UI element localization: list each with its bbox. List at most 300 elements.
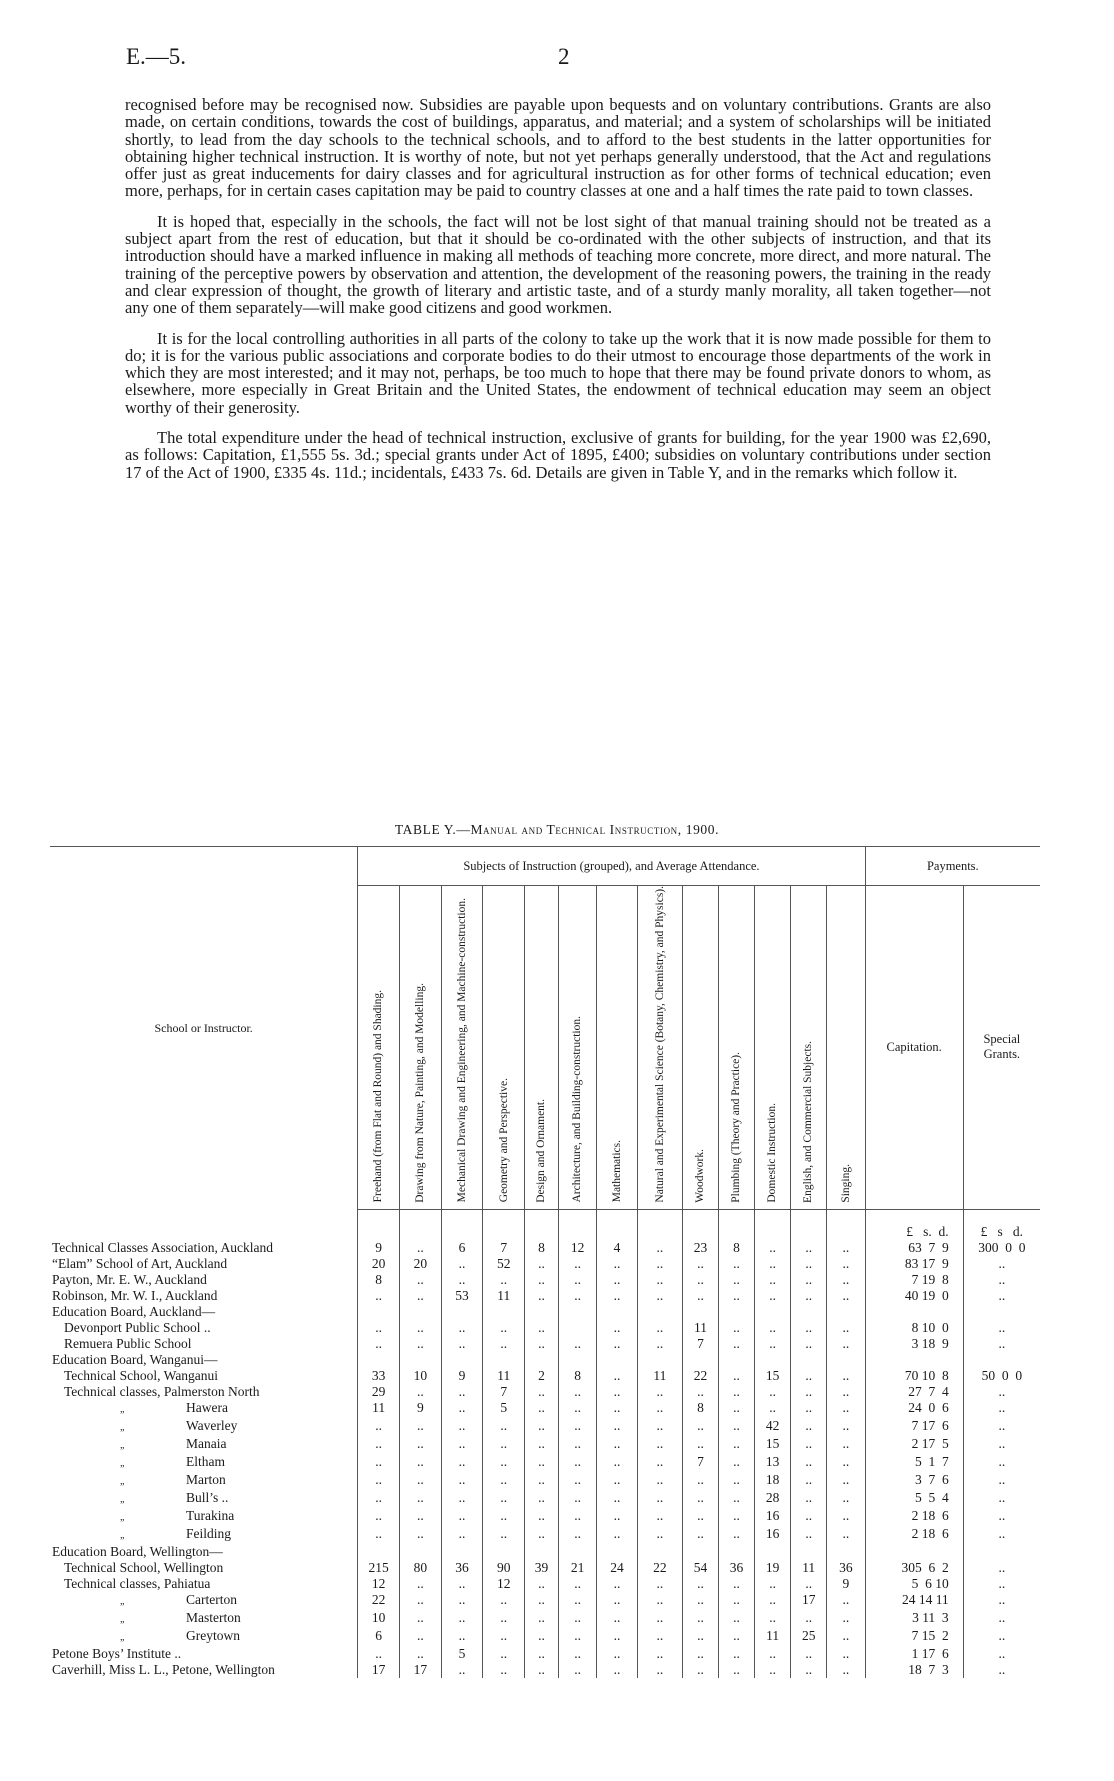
table-cell: ..	[637, 1240, 682, 1256]
special-grant-value: 300 0 0	[963, 1240, 1040, 1256]
table-cell: ..	[719, 1646, 755, 1662]
row-name	[50, 1508, 358, 1526]
table-cell	[637, 1304, 682, 1320]
table-cell: ..	[637, 1336, 682, 1352]
table-cell	[719, 1209, 755, 1240]
table-row	[50, 1256, 1040, 1272]
table-cell: ..	[441, 1454, 483, 1472]
table-cell: ..	[827, 1628, 865, 1646]
table-caption	[0, 822, 1114, 838]
table-cell: ..	[682, 1490, 718, 1508]
table-cell: 7	[483, 1384, 525, 1400]
table-cell: ..	[483, 1662, 525, 1678]
table-cell: ..	[558, 1400, 596, 1418]
table-cell: 9	[827, 1576, 865, 1592]
table-cell: 6	[358, 1628, 400, 1646]
table-cell: 4	[597, 1240, 638, 1256]
table-cell: ..	[597, 1526, 638, 1544]
table-cell: 28	[755, 1490, 791, 1508]
table-cell	[441, 1352, 483, 1368]
table-cell: ..	[682, 1610, 718, 1628]
row-name-label: Masterton	[186, 1609, 241, 1625]
table-cell: ..	[558, 1256, 596, 1272]
table-cell: 215	[358, 1560, 400, 1576]
table-cell: ..	[597, 1368, 638, 1384]
subject-header	[441, 886, 483, 1210]
table-row	[50, 1560, 1040, 1576]
table-cell: ..	[483, 1472, 525, 1490]
subject-header	[791, 886, 827, 1210]
row-name-label: Greytown	[186, 1627, 240, 1643]
table-cell: ..	[525, 1508, 559, 1526]
table-cell: 39	[525, 1560, 559, 1576]
table-cell	[791, 1544, 827, 1560]
paragraph: It is for the local controlling authorities in all parts of the colony to take up the work that it is now made possible for them to do; it is for the various public associations and corporate bodies to do their utmost to encourage those departments of the work in which they are most interested; and it may not, perhaps, be too much to hope that there may be found private donors to whom, as elsewhere, more especially in Great Britain and the United States, the endowment of technical education may seem an object worthy of their generosity.	[125, 328, 991, 417]
table-cell: ..	[558, 1526, 596, 1544]
subject-header-label: Singing.	[839, 1163, 852, 1203]
table-cell: ..	[791, 1240, 827, 1256]
capitation-value: 27 7 4	[865, 1384, 963, 1400]
table-cell	[400, 1352, 442, 1368]
row-name	[50, 1526, 358, 1544]
table-cell: 17	[791, 1592, 827, 1610]
table-cell: 18	[755, 1472, 791, 1490]
table-cell: ..	[682, 1472, 718, 1490]
special-grant-value: ..	[963, 1436, 1040, 1454]
table-cell: ..	[637, 1400, 682, 1418]
table-cell: ..	[791, 1472, 827, 1490]
table-cell: ..	[558, 1646, 596, 1662]
table-cell: ..	[483, 1526, 525, 1544]
table-cell: ..	[791, 1610, 827, 1628]
special-grant-value: ..	[963, 1490, 1040, 1508]
body-text	[125, 96, 991, 494]
table-row	[50, 1400, 1040, 1418]
row-name-label: Manaia	[186, 1435, 227, 1451]
table-cell: ..	[791, 1256, 827, 1272]
row-name	[50, 1576, 358, 1592]
table-cell: ..	[358, 1336, 400, 1352]
table-cell	[558, 1320, 596, 1336]
table-cell: 7	[682, 1454, 718, 1472]
table-cell: ..	[400, 1454, 442, 1472]
table-cell: ..	[441, 1256, 483, 1272]
table-cell: 8	[358, 1272, 400, 1288]
table-cell: ..	[441, 1610, 483, 1628]
ditto-mark: „	[120, 1613, 125, 1625]
table-cell: 11	[483, 1368, 525, 1384]
capitation-value: 1 17 6	[865, 1646, 963, 1662]
table-cell: ..	[483, 1592, 525, 1610]
table-cell: 22	[358, 1592, 400, 1610]
table-cell: ..	[558, 1662, 596, 1678]
table-cell: ..	[358, 1472, 400, 1490]
row-name-label: Remuera Public School	[64, 1335, 192, 1351]
table-cell: ..	[558, 1454, 596, 1472]
table-cell	[558, 1544, 596, 1560]
capitation-value: 5 5 4	[865, 1490, 963, 1508]
capitation-value: 2 18 6	[865, 1508, 963, 1526]
capitation-value: 2 18 6	[865, 1526, 963, 1544]
table-row	[50, 1576, 1040, 1592]
table-cell: ..	[558, 1384, 596, 1400]
row-name	[50, 1384, 358, 1400]
table-cell: ..	[597, 1628, 638, 1646]
paragraph: The total expenditure under the head of technical instruction, exclusive of grants for building, for the year 1900 was £2,690, as follows: Capitation, £1,555 5s. 3d.; special grants under Act of 1895, £400; subsidies on voluntary contributions under section 17 of the Act of 1900, £335 4s. 11d.; incidentals, £433 7s. 6d. Details are given in Table Y, and in the remarks which follow it.	[125, 428, 991, 482]
table-row	[50, 1240, 1040, 1256]
table-cell	[719, 1352, 755, 1368]
special-grant-value: ..	[963, 1384, 1040, 1400]
table-cell: ..	[441, 1436, 483, 1454]
table-cell: ..	[525, 1256, 559, 1272]
table-cell: ..	[441, 1662, 483, 1678]
table-row	[50, 1490, 1040, 1508]
special-grant-value: ..	[963, 1610, 1040, 1628]
capitation-value: 63 7 9	[865, 1240, 963, 1256]
subjects-group-header: Subjects of Instruction (grouped), and Average Attendance.	[358, 847, 865, 886]
table-cell: ..	[719, 1272, 755, 1288]
document-reference: E.—5.	[126, 44, 187, 69]
table-cell: ..	[400, 1490, 442, 1508]
table-cell: 24	[597, 1560, 638, 1576]
table-cell: ..	[525, 1662, 559, 1678]
table-cell: ..	[755, 1576, 791, 1592]
subject-header-label: Woodwork.	[694, 1148, 707, 1203]
table-cell: ..	[827, 1418, 865, 1436]
table-cell: ..	[441, 1400, 483, 1418]
table-cell: 5	[441, 1646, 483, 1662]
special-grant-value: ..	[963, 1526, 1040, 1544]
table-cell: ..	[827, 1436, 865, 1454]
capitation-value: 24 14 11	[865, 1592, 963, 1610]
table-cell: 12	[483, 1576, 525, 1592]
table-cell: ..	[525, 1418, 559, 1436]
table-row	[50, 1288, 1040, 1304]
table-cell: ..	[441, 1508, 483, 1526]
table-cell: ..	[682, 1628, 718, 1646]
table-cell	[441, 1544, 483, 1560]
table-cell: ..	[719, 1418, 755, 1436]
table-cell: ..	[525, 1320, 559, 1336]
table-cell: ..	[791, 1272, 827, 1288]
table-cell: ..	[400, 1610, 442, 1628]
subject-header	[637, 886, 682, 1210]
table-cell: 8	[719, 1240, 755, 1256]
table-cell: ..	[827, 1472, 865, 1490]
table-cell: ..	[827, 1288, 865, 1304]
special-grant-value: ..	[963, 1576, 1040, 1592]
capitation-value: 18 7 3	[865, 1662, 963, 1678]
table-cell: ..	[637, 1526, 682, 1544]
ditto-mark: „	[120, 1439, 125, 1451]
table-cell: ..	[441, 1336, 483, 1352]
subject-header	[682, 886, 718, 1210]
table-cell: ..	[483, 1508, 525, 1526]
table-cell: ..	[525, 1526, 559, 1544]
table-cell	[441, 1304, 483, 1320]
row-name-label: Carterton	[186, 1591, 237, 1607]
table-cell: ..	[637, 1256, 682, 1272]
special-grant-value: ..	[963, 1646, 1040, 1662]
row-name-label: Caverhill, Miss L. L., Petone, Wellington	[52, 1661, 275, 1677]
table-cell: ..	[719, 1576, 755, 1592]
table-cell	[637, 1352, 682, 1368]
table-cell: ..	[525, 1436, 559, 1454]
table-cell: 5	[483, 1400, 525, 1418]
table-cell: 36	[441, 1560, 483, 1576]
table-cell	[755, 1352, 791, 1368]
table-cell: ..	[719, 1526, 755, 1544]
table-cell	[525, 1352, 559, 1368]
table-cell	[682, 1304, 718, 1320]
row-name	[50, 1320, 358, 1336]
table-cell: ..	[637, 1628, 682, 1646]
table-cell: ..	[637, 1320, 682, 1336]
table-cell: ..	[597, 1646, 638, 1662]
row-name	[50, 1304, 358, 1320]
table-cell: 11	[483, 1288, 525, 1304]
subject-header	[358, 886, 400, 1210]
table-cell	[400, 1544, 442, 1560]
table-cell: 20	[400, 1256, 442, 1272]
table-cell: ..	[755, 1288, 791, 1304]
capitation-value: 5 1 7	[865, 1454, 963, 1472]
table-cell: ..	[441, 1272, 483, 1288]
subject-header-label: English, and Commercial Subjects.	[802, 1040, 815, 1203]
table-cell: ..	[719, 1490, 755, 1508]
row-name-label: Technical classes, Pahiatua	[64, 1575, 211, 1591]
row-name-label: Education Board, Auckland—	[52, 1303, 216, 1319]
table-cell	[441, 1209, 483, 1240]
table-cell: ..	[791, 1384, 827, 1400]
table-cell: ..	[637, 1490, 682, 1508]
subject-header	[755, 886, 791, 1210]
ditto-mark: „	[120, 1457, 125, 1469]
table-cell	[791, 1209, 827, 1240]
table-cell: ..	[827, 1592, 865, 1610]
subject-header	[400, 886, 442, 1210]
row-name-label: Feilding	[186, 1525, 232, 1541]
subject-header-label: Design and Ornament.	[535, 1098, 548, 1203]
table-cell: ..	[719, 1320, 755, 1336]
table-cell: ..	[755, 1592, 791, 1610]
special-grant-value: ..	[963, 1508, 1040, 1526]
table-cell: ..	[558, 1576, 596, 1592]
table-cell: ..	[719, 1436, 755, 1454]
table-cell: ..	[755, 1384, 791, 1400]
table-cell: 12	[558, 1240, 596, 1256]
row-name-label: Education Board, Wanganui—	[52, 1351, 218, 1367]
ditto-mark: „	[120, 1511, 125, 1523]
table-cell: ..	[597, 1576, 638, 1592]
capitation-value: 7 15 2	[865, 1628, 963, 1646]
table-cell: ..	[791, 1454, 827, 1472]
table-row	[50, 1526, 1040, 1544]
table-cell: ..	[441, 1576, 483, 1592]
paragraph: It is hoped that, especially in the schools, the fact will not be lost sight of that manual training should not be treated as a subject apart from the rest of education, but that it should be co-ordinated with the other subjects of instruction, and that its introduction should have a marked influence in making all methods of teaching more concrete, more direct, and more natural. The training of the perceptive powers by observation and attention, the development of the reasoning powers, the training in the ready and clear expression of thought, the growth of literary and artistic taste, and of a sturdy manly morality, all taken together—not any one of them separately—will make good citizens and good workmen.	[125, 211, 991, 318]
row-name	[50, 1472, 358, 1490]
table-cell: ..	[483, 1418, 525, 1436]
table-row	[50, 1352, 1040, 1368]
special-grant-value: ..	[963, 1256, 1040, 1272]
table-cell: ..	[358, 1418, 400, 1436]
subject-header	[597, 886, 638, 1210]
special-grant-value	[963, 1352, 1040, 1368]
table-cell: ..	[525, 1628, 559, 1646]
table-cell: ..	[827, 1646, 865, 1662]
table-cell: ..	[483, 1454, 525, 1472]
special-grant-value: ..	[963, 1418, 1040, 1436]
table-cell	[827, 1209, 865, 1240]
table-cell: ..	[637, 1272, 682, 1288]
table-cell: 7	[682, 1336, 718, 1352]
table-cell: ..	[597, 1272, 638, 1288]
table-cell: ..	[525, 1336, 559, 1352]
table-cell: ..	[358, 1490, 400, 1508]
table-row	[50, 1454, 1040, 1472]
table-cell: ..	[791, 1288, 827, 1304]
row-name	[50, 1610, 358, 1628]
table-cell: ..	[358, 1436, 400, 1454]
table-cell: ..	[637, 1610, 682, 1628]
special-grant-value: ..	[963, 1400, 1040, 1418]
table-cell: ..	[400, 1320, 442, 1336]
table-cell	[597, 1544, 638, 1560]
table-cell: ..	[597, 1508, 638, 1526]
table-cell: 22	[637, 1560, 682, 1576]
table-cell: ..	[597, 1592, 638, 1610]
row-name	[50, 1418, 358, 1436]
row-name	[50, 1400, 358, 1418]
table-cell: ..	[558, 1508, 596, 1526]
table-cell: 11	[755, 1628, 791, 1646]
table-cell: ..	[525, 1384, 559, 1400]
table-cell: 17	[400, 1662, 442, 1678]
table-cell: ..	[441, 1418, 483, 1436]
subject-header-label: Geometry and Perspective.	[497, 1078, 510, 1203]
capitation-value: 3 11 3	[865, 1610, 963, 1628]
table-cell: ..	[719, 1256, 755, 1272]
table-cell: ..	[637, 1508, 682, 1526]
instruction-table	[50, 846, 1040, 1678]
table-cell	[597, 1352, 638, 1368]
row-name-label: Petone Boys’ Institute ..	[52, 1645, 182, 1661]
table-row	[50, 1418, 1040, 1436]
table-cell: ..	[441, 1628, 483, 1646]
table-cell: ..	[441, 1384, 483, 1400]
table-cell: 15	[755, 1368, 791, 1384]
table-cell: ..	[558, 1628, 596, 1646]
table-cell: ..	[483, 1320, 525, 1336]
special-grant-value: ..	[963, 1560, 1040, 1576]
special-grant-value: ..	[963, 1454, 1040, 1472]
table-cell: ..	[400, 1472, 442, 1490]
table-cell: ..	[637, 1662, 682, 1678]
table-cell: ..	[358, 1288, 400, 1304]
table-cell	[558, 1304, 596, 1320]
table-cell: 8	[682, 1400, 718, 1418]
table-cell: ..	[791, 1336, 827, 1352]
table-cell	[483, 1544, 525, 1560]
table-cell: ..	[791, 1436, 827, 1454]
table-cell: ..	[441, 1472, 483, 1490]
row-name	[50, 1662, 358, 1678]
table-cell: ..	[791, 1526, 827, 1544]
subject-header-label: Freehand (from Flat and Round) and Shading.	[372, 990, 385, 1203]
special-grant-value: ..	[963, 1628, 1040, 1646]
table-cell: ..	[682, 1576, 718, 1592]
row-name-label: Technical School, Wellington	[64, 1559, 224, 1575]
table-cell	[358, 1544, 400, 1560]
table-cell: ..	[755, 1320, 791, 1336]
table-cell: ..	[597, 1400, 638, 1418]
ditto-mark: „	[120, 1403, 125, 1415]
row-name	[50, 1240, 358, 1256]
table-cell: ..	[637, 1576, 682, 1592]
row-name-label: Marton	[186, 1471, 226, 1487]
table-cell: ..	[525, 1454, 559, 1472]
capitation-value: 2 17 5	[865, 1436, 963, 1454]
row-name-label: Robinson, Mr. W. I., Auckland	[52, 1287, 218, 1303]
table-cell: ..	[719, 1368, 755, 1384]
table-cell: ..	[525, 1610, 559, 1628]
table-cell: ..	[827, 1454, 865, 1472]
special-grant-value: ..	[963, 1320, 1040, 1336]
table-cell: 11	[682, 1320, 718, 1336]
row-name-label: Technical classes, Palmerston North	[64, 1383, 260, 1399]
table-cell: 33	[358, 1368, 400, 1384]
capitation-value: 83 17 9	[865, 1256, 963, 1272]
table-cell	[827, 1304, 865, 1320]
table-cell: ..	[719, 1288, 755, 1304]
table-cell: 7	[483, 1240, 525, 1256]
table-cell	[358, 1209, 400, 1240]
subject-header-label: Architecture, and Building-construction.	[571, 1016, 584, 1203]
table-cell: ..	[827, 1526, 865, 1544]
table-cell: 8	[558, 1368, 596, 1384]
table-cell: ..	[597, 1472, 638, 1490]
table-cell: ..	[682, 1384, 718, 1400]
ditto-mark: „	[120, 1475, 125, 1487]
table-caption-title: Manual and Technical Instruction, 1900.	[470, 822, 720, 837]
capitation-value	[865, 1544, 963, 1560]
capitation-value	[865, 1304, 963, 1320]
table-row	[50, 1272, 1040, 1288]
table-cell: 42	[755, 1418, 791, 1436]
ditto-mark: „	[120, 1493, 125, 1505]
table-cell: 12	[358, 1576, 400, 1592]
subject-header	[525, 886, 559, 1210]
table-cell: ..	[400, 1436, 442, 1454]
table-cell: ..	[558, 1490, 596, 1508]
table-cell: ..	[525, 1576, 559, 1592]
table-cell: ..	[719, 1454, 755, 1472]
table-cell: ..	[400, 1508, 442, 1526]
table-cell	[791, 1352, 827, 1368]
table-cell: ..	[597, 1610, 638, 1628]
table-cell: ..	[719, 1610, 755, 1628]
table-cell: ..	[791, 1368, 827, 1384]
row-name	[50, 1288, 358, 1304]
table-cell: ..	[682, 1436, 718, 1454]
table-cell: ..	[358, 1646, 400, 1662]
table-cell: ..	[558, 1472, 596, 1490]
table-cell: ..	[755, 1336, 791, 1352]
table-cell: ..	[597, 1454, 638, 1472]
table-cell: ..	[755, 1646, 791, 1662]
capitation-header: Capitation.	[865, 886, 963, 1210]
ditto-mark: „	[120, 1421, 125, 1433]
